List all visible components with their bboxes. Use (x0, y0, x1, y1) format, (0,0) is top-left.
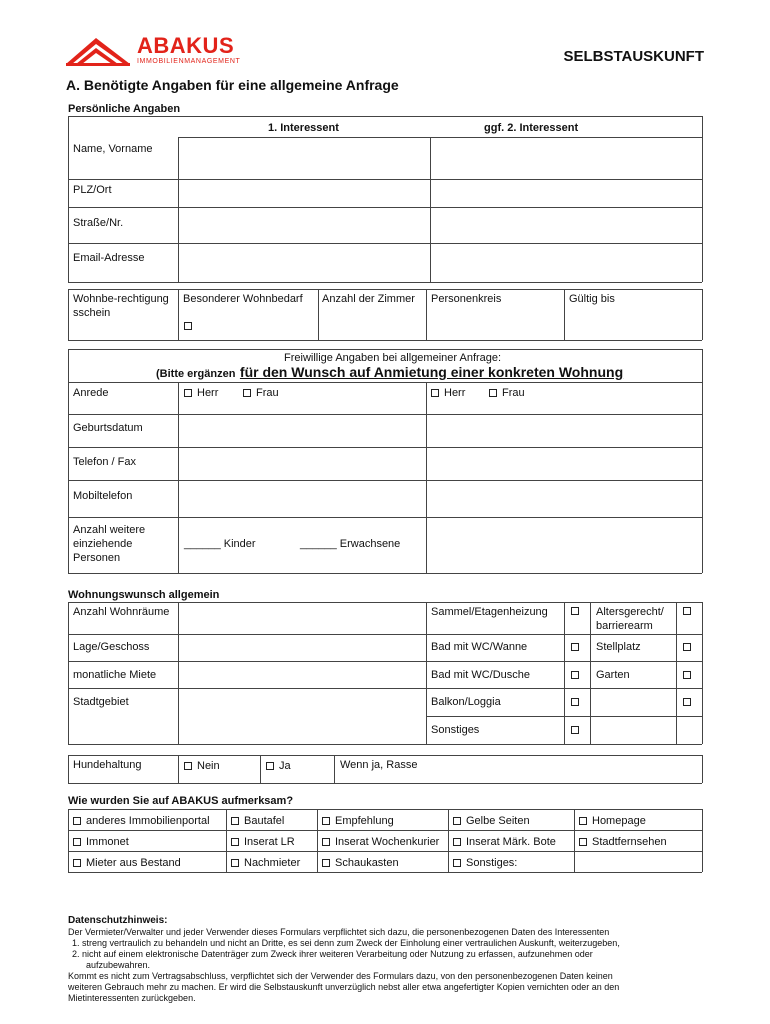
source-heading: Wie wurden Sie auf ABAKUS aufmerksam? (68, 795, 294, 807)
input-plz-1[interactable] (179, 180, 430, 207)
input-miete[interactable] (179, 662, 426, 688)
checkbox-immobilienportal[interactable] (73, 817, 81, 825)
input-lage[interactable] (179, 635, 426, 661)
label-mobil: Mobiltelefon (73, 490, 133, 502)
checkbox-ja[interactable] (266, 762, 274, 770)
checkbox-gelbe-seiten[interactable] (453, 817, 461, 825)
checkbox-wanne[interactable] (571, 643, 579, 651)
label-wohnraeume: Anzahl Wohnräume (73, 606, 170, 618)
option-wochenkurier[interactable]: Inserat Wochenkurier (322, 836, 439, 849)
input-mobil-2[interactable] (427, 481, 702, 517)
col-header-interessent-1: 1. Interessent (268, 122, 339, 134)
label-stellplatz: Stellplatz (596, 641, 641, 653)
checkbox-altersgerecht[interactable] (683, 607, 691, 615)
label-dusche: Bad mit WC/Dusche (431, 669, 531, 681)
label-name: Name, Vorname (73, 143, 153, 155)
option-homepage[interactable]: Homepage (579, 815, 646, 828)
checkbox-nein[interactable] (184, 762, 192, 770)
checkbox-stellplatz[interactable] (683, 643, 691, 651)
input-plz-2[interactable] (431, 180, 702, 207)
checkbox-inserat-lr[interactable] (231, 838, 239, 846)
option-immobilienportal[interactable]: anderes Immobilienportal (73, 815, 210, 828)
checkbox-heizung[interactable] (571, 607, 579, 615)
checkbox-extra[interactable] (683, 698, 691, 706)
label-wohnbedarf: Besonderer Wohnbedarf (183, 293, 303, 305)
label-sonstiges-wish: Sonstiges (431, 724, 480, 736)
input-strasse-2[interactable] (431, 208, 702, 243)
checkbox-garten[interactable] (683, 671, 691, 679)
label-garten: Garten (596, 669, 630, 681)
checkbox-balkon[interactable] (571, 698, 579, 706)
option-sonstiges-source[interactable]: Sonstiges: (453, 857, 517, 870)
option-inserat-lr[interactable]: Inserat LR (231, 836, 295, 849)
checkbox-herr-2[interactable] (431, 389, 439, 397)
label-gueltig: Gültig bis (569, 293, 615, 305)
privacy-intro: Der Vermieter/Verwalter und jeder Verwender dieses Formulars verpflichtet sich dazu, die personenbezogenen Daten des Interessenten (68, 927, 610, 937)
checkbox-frau-1[interactable] (243, 389, 251, 397)
input-geburtsdatum-1[interactable] (179, 415, 426, 447)
option-mieter-bestand[interactable]: Mieter aus Bestand (73, 857, 181, 870)
input-email-2[interactable] (431, 244, 702, 282)
checkbox-sonstiges-wish[interactable] (571, 726, 579, 734)
option-frau-1[interactable]: Frau (243, 387, 279, 400)
input-telefon-2[interactable] (427, 448, 702, 480)
option-gelbe-seiten[interactable]: Gelbe Seiten (453, 815, 530, 828)
checkbox-nachmieter[interactable] (231, 859, 239, 867)
privacy-item-2: 2. nicht auf einem elektronische Datenträger zum Zweck ihrer weiteren Verarbeitung oder Nutzung zu erfassen, aufzunehmen oder (72, 949, 593, 959)
checkbox-immonet[interactable] (73, 838, 81, 846)
checkbox-homepage[interactable] (579, 817, 587, 825)
label-telefon: Telefon / Fax (73, 456, 136, 468)
label-stadtgebiet: Stadtgebiet (73, 696, 129, 708)
checkbox-frau-2[interactable] (489, 389, 497, 397)
input-email-1[interactable] (179, 244, 430, 282)
option-immonet[interactable]: Immonet (73, 836, 129, 849)
privacy-notice (68, 915, 708, 1004)
privacy-item-1: 1. streng vertraulich zu behandeln und nicht an Dritte, es sei denn zum Zweck der Einholung einer vertraulichen Auskunft, weiterzugeben, (72, 938, 620, 948)
label-strasse: Straße/Nr. (73, 217, 124, 229)
input-kinder[interactable]: ______ Kinder (184, 538, 256, 550)
checkbox-wohnbedarf[interactable] (184, 322, 192, 330)
label-email: Email-Adresse (73, 252, 145, 264)
option-empfehlung[interactable]: Empfehlung (322, 815, 394, 828)
option-bautafel[interactable]: Bautafel (231, 815, 284, 828)
checkbox-bautafel[interactable] (231, 817, 239, 825)
option-herr-2[interactable]: Herr (431, 387, 465, 400)
input-telefon-1[interactable] (179, 448, 426, 480)
checkbox-mieter-bestand[interactable] (73, 859, 81, 867)
input-erwachsene[interactable]: ______ Erwachsene (300, 538, 401, 550)
personal-heading: Persönliche Angaben (68, 103, 181, 115)
optional-note (156, 364, 623, 382)
optional-note-small: (Bitte ergänzen (156, 368, 236, 380)
label-anrede: Anrede (73, 387, 109, 399)
label-personen: Anzahl weitere einziehende Personen (73, 524, 146, 564)
input-stadtgebiet[interactable] (179, 689, 426, 744)
checkbox-dusche[interactable] (571, 671, 579, 679)
company-logo (66, 33, 246, 70)
option-ja[interactable]: Ja (266, 760, 291, 773)
logo-tagline: IMMOBILIENMANAGEMENT (137, 58, 241, 65)
logo-roof-icon (66, 36, 130, 66)
input-geburtsdatum-2[interactable] (427, 415, 702, 447)
privacy-outro-3: Mietinteressenten zurückgeben. (68, 993, 196, 1003)
label-miete: monatliche Miete (73, 669, 157, 681)
option-nachmieter[interactable]: Nachmieter (231, 857, 300, 870)
optional-heading: Freiwillige Angaben bei allgemeiner Anfrage: (284, 352, 502, 364)
input-wohnraeume[interactable] (179, 603, 426, 634)
option-frau-2[interactable]: Frau (489, 387, 525, 400)
privacy-outro-2: weiteren Gebrauch mehr zu machen. Er wird die Selbstauskunft unverzüglich nebst aller etwa angefertigter Kopien vernichten oder an den (68, 982, 620, 992)
checkbox-schaukasten[interactable] (322, 859, 330, 867)
label-zimmer: Anzahl der Zimmer (322, 293, 415, 305)
logo-name: ABAKUS (137, 33, 235, 58)
label-altersgerecht: Altersgerecht/ barrierearm (596, 606, 664, 632)
input-name-1[interactable] (179, 138, 430, 179)
label-personenkreis: Personenkreis (431, 293, 502, 305)
option-nein[interactable]: Nein (184, 760, 220, 773)
checkbox-sonstiges-source[interactable] (453, 859, 461, 867)
option-herr-1[interactable]: Herr (184, 387, 218, 400)
label-wanne: Bad mit WC/Wanne (431, 641, 528, 653)
input-name-2[interactable] (431, 138, 702, 179)
option-maerk-bote[interactable]: Inserat Märk. Bote (453, 836, 556, 849)
privacy-outro-1: Kommt es nicht zum Vertragsabschluss, verpflichtet sich der Verwender des Formulars dazu, von den personenbezogenen Daten keinen (68, 971, 613, 981)
input-strasse-1[interactable] (179, 208, 430, 243)
col-header-interessent-2: ggf. 2. Interessent (484, 122, 579, 134)
label-hundehaltung: Hundehaltung (73, 759, 142, 771)
checkbox-stadtfernsehen[interactable] (579, 838, 587, 846)
privacy-item-2b: aufzubewahren. (86, 960, 151, 970)
checkbox-maerk-bote[interactable] (453, 838, 461, 846)
input-mobil-1[interactable] (179, 481, 426, 517)
privacy-heading: Datenschutzhinweis: (68, 915, 168, 926)
section-a-title: A. Benötigte Angaben für eine allgemeine Anfrage (66, 77, 399, 93)
wish-heading: Wohnungswunsch allgemein (68, 589, 220, 601)
optional-note-large: für den Wunsch auf Anmietung einer konkreten Wohnung (239, 364, 624, 380)
label-lage: Lage/Geschoss (73, 641, 150, 653)
document-title: SELBSTAUSKUNFT (563, 48, 704, 65)
option-schaukasten[interactable]: Schaukasten (322, 857, 399, 870)
label-wbs: Wohnbe-rechtigungsschein (73, 293, 169, 319)
checkbox-empfehlung[interactable] (322, 817, 330, 825)
label-geburtsdatum: Geburtsdatum (73, 422, 143, 434)
label-balkon: Balkon/Loggia (431, 696, 501, 708)
label-heizung: Sammel/Etagenheizung (431, 606, 548, 618)
option-stadtfernsehen[interactable]: Stadtfernsehen (579, 836, 667, 849)
label-rasse: Wenn ja, Rasse (340, 759, 418, 771)
checkbox-wochenkurier[interactable] (322, 838, 330, 846)
checkbox-herr-1[interactable] (184, 389, 192, 397)
label-plz: PLZ/Ort (73, 184, 112, 196)
